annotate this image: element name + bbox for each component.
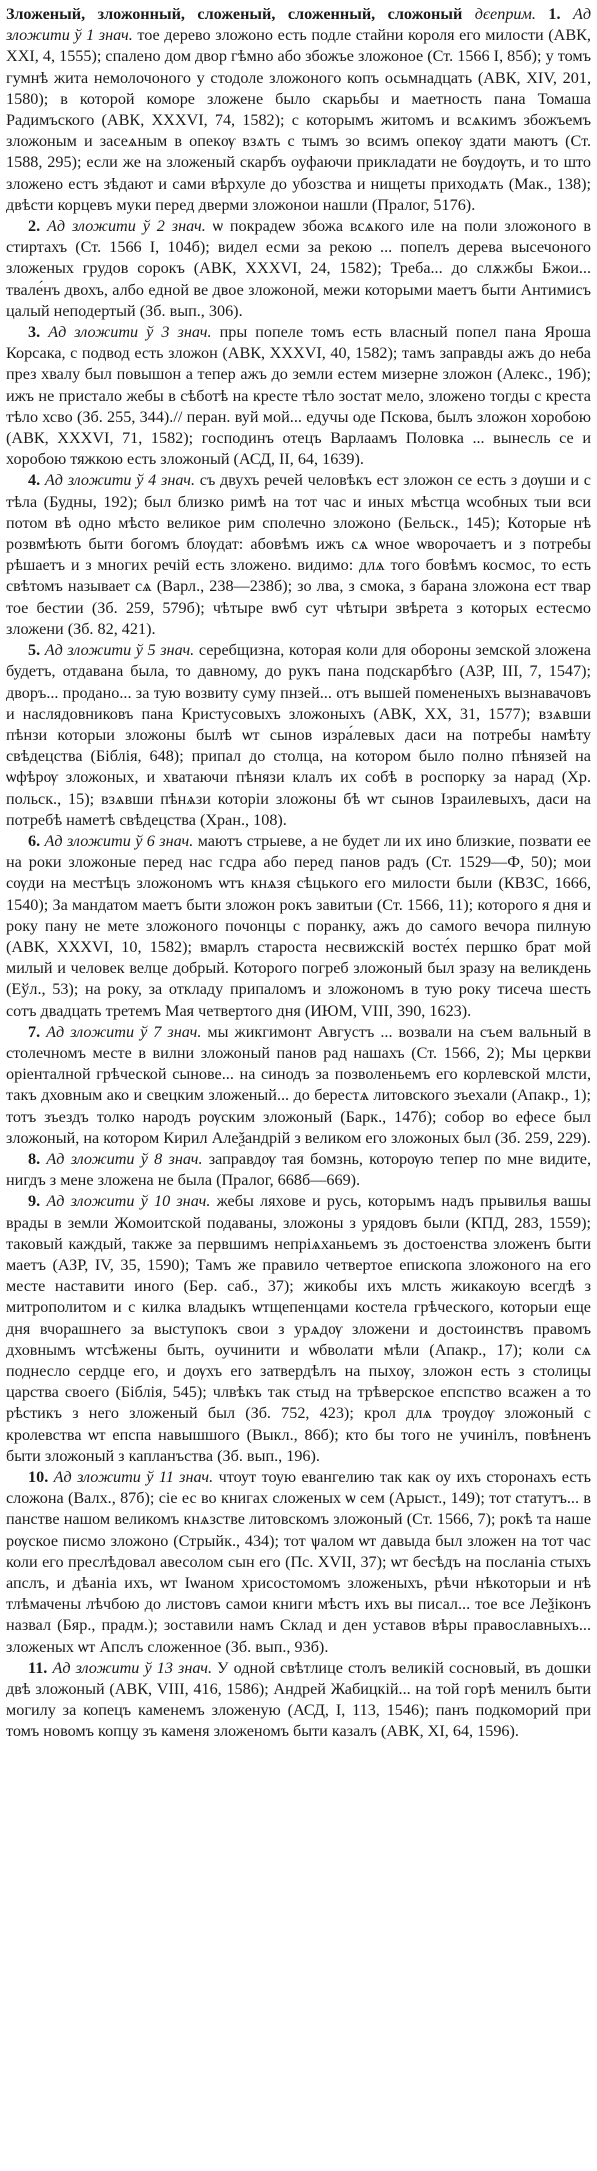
sense-text: тое дерево зложоно есть подле стайни короля его милости (АВК, XXI, 4, 1555); спалено дом двор гѣмно або збожъе зложоное (Ст. 1566 I, 85б); у томъ гумнѣ жита немолочоного у стодоле зложоного копъ осьмнадцать (АВК, XIV, 201, 1580); в которой коморе зложене было скарьбы и маетность пана Томаша Радимъского (АВК, XXXVI, 74, 1582); с которымъ житомъ и всѧкимъ збожъемъ зложоным и засеѧным в опекѹ взѧть с тымъ зо всимъ опекѹ здати маютъ (Ст. 1588, 295); если же на зложеный скарбъ оуфаючи прикладати не бѹдѹть, и то што зложено естъ зѣдают и сами вѣрхуле до убозства и нищеты приходѧть (Мак., 138); двѣсти корцевъ муки перед дверми зложонои нашли (Пралог, 5176). (6, 26, 591, 214)
dictionary-entry (6, 470, 591, 640)
grammar-label: дєеприм. (474, 5, 536, 23)
sense-text: мы жикгимонт Августъ ... возвали на съем вальный в столечномъ месте в вилни зложоный панов рад нашахъ (Ст. 1566, 2); Мы церкви оріенталной грѣческой сынове... на синодъ за позволеньемъ его корлевской млсти, такъ дховным ако и свецким зложеный... до берестѧ литовского зъехали (Апакр., 1); тотъ зъездъ толко народъ рѹским зложоный (Барк., 147б); собор во ефесе был зложоный, на котором Кирил Алеѯандрій з великом его зложоных был (Зб. 259, 229). (6, 1022, 591, 1147)
dictionary-entry (6, 1467, 591, 1658)
sense-text: чтоут тоую евангелию так как оу ихъ сторонахъ есть сложона (Валх., 87б); сіе ес во книгах сложеных ѡ сем (Арыст., 149); тот статутъ... в панстве нашом великомъ кнѧзстве литовскомъ зложоный (Ст. 1566, 7); рокѣ та наше рѹское писмо зложоно (Стрыйк., 434); тот ѱалом ѡт давыда был зложен на тот час коли его преслѣдовал авесолом сын его (Пс. XVII, 37); ѡт бесѣдъ на посланіа стыхъ апслъ, и дѣаніа ихъ, ѡт Іѡаном хрисостомомъ зложеныхъ, рѣчи нѣкоторыи и нѣ тлѣмачены лѣчбою до листовъ самои книги мѣстъ ихъ вы писал... тое все Леѯіконъ назвал (Бяр., прадм.); зоставили намъ Склад и ден уставов вѣры православныхъ... зложеных ѡт Апслъ сложенное (Зб. вып., 93б). (6, 1468, 592, 1656)
sense-reference: Ад зложити ў 4 знач. (44, 471, 196, 490)
sense-reference: Ад зложити ў 10 знач. (46, 1192, 211, 1211)
sense-number: 5. (28, 641, 41, 660)
sense-reference: Ад зложити ў 8 знач. (46, 1149, 203, 1168)
sense-number: 3. (28, 323, 41, 342)
sense-number: 9. (28, 1192, 41, 1211)
sense-text: жебы ляхове и русь, которымъ надъ прывилья вашы врады в земли Жомоитской подаваны, зложоны з урядовъ были (КПД, 283, 1559); таковый каждый, также за первшимъ непріѧханьемъ зъ достоенства зложенъ быти маетъ (АЗР, IV, 35, 1590); Тамъ же правило четвертое епископа зложоного на его месте наставити иного (Бер. саб., 37); жикобы ихъ млсть жикакоую всегдѣ з митрополитом и с килка владыкъ ѡтщепенцами костела грѣческого, которыи еще дня вчорашнего за выступокъ свои з урѧдѹ зложени и достоинствъ правомъ дховнымъ ѡтсѣжены быть, оучинити и ѡбволати мѣли (Апакр., 17); коли сѧ поднесло сердце его, и дѹхъ его затвердѣлъ на пыхѹ, зложон есть з столицы царства своего (Біблія, 545); члвѣкъ так стыд на трѣверское епспство всажен а то рѣстикъ з него зложеный был (Зб. 752, 423); крол длѧ трѹдѹ зложоный с кролевства ѡт епспа навышшого (Выкл., 86б); кто бы того не учинілъ, повѣненъ быти зложоный з капланъства (Зб. вып., 196). (6, 1192, 592, 1465)
sense-number: 6. (28, 831, 41, 850)
dictionary-entry (6, 1191, 591, 1467)
sense-reference: Ад зложити ў 13 знач. (52, 1658, 213, 1677)
sense-number: 2. (28, 217, 41, 236)
dictionary-entry (6, 831, 591, 1022)
dictionary-entry (6, 1149, 591, 1191)
sense-number: 1. (548, 5, 561, 23)
sense-reference: Ад зложити ў 2 знач. (47, 217, 206, 236)
dictionary-entry (6, 640, 591, 831)
sense-text: съ двухъ речей человѣкъ ест зложон се есть з дѹши и с тѣла (Будны, 192); был близко римѣ на тот час и иных мѣстца ѡсобных тыи вси потом вѣ одно мѣсто великое рим сполечно зложоно (Бельск., 145); Которые нѣ розвмѣють быти богомъ блѹдат: абовѣмъ ижъ сѧ ѡное ѡворочаетъ и з потребы рѣшаетъ и з многих речій есть зложено. видимо: длѧ того бовѣмъ космос, то есть свѣтомъ называет сѧ (Варл., 238—238б); зо лва, з смока, з барана зложона ест твар тое бестии (Зб. 259, 579б); чѣтыре вѡб сут чѣтыри звѣрета з которых естесмо зложени (Зб. 82, 421). (6, 471, 591, 638)
sense-text: серебщизна, которая коли для обороны земской зложена будетъ, отдавана была, то давному, до рукъ пана подскарбѣго (АЗР, III, 7, 1547); дворъ... продано... за тую возвиту суму пнзей... отъ вышей помененыхъ вызнавачовъ и наслядовниковъ пана Кристусовыхъ зложоныхъ (АВК, XX, 31, 1577); взѧвши пѣнзи которыи зложоны былѣ ѡт сынов изра́левых даси на потребы намѣту свѣдецства (Біблія, 648); припал до столца, на котором было полно пѣнязей на ѡфѣрѹ зложоных, и хватаючи пѣнязи клалъ их собѣ в роспорку за нарад (Хр. польск., 15); взѧвши пѣнѧзи которіи зложоны бѣ ѡт сынов Ізраилевыхъ, даси на потребѣ наметѣ свѣдецства (Хран., 108). (6, 641, 591, 829)
dictionary-entry (6, 322, 591, 470)
sense-number: 4. (28, 471, 41, 490)
sense-text: заправдѹ тая бомзнь, которѹю тепер по мне видите, нигдъ з мене зложена не была (Пралог, 668б—669). (6, 1149, 592, 1190)
sense-number: 11. (28, 1658, 48, 1677)
entry-headword: Зложеный, зложонный, сложеный, сложенный, сложоный (6, 5, 463, 23)
dictionary-entry (6, 216, 591, 322)
sense-number: 10. (28, 1468, 49, 1487)
sense-number: 7. (28, 1022, 41, 1041)
sense-text: пры попеле томъ есть власный попел пана Яроша Корсака, с подвод есть зложон (АВК, XXXVI, 40, 1582); тамъ заправды ажъ до неба през хвалу был повышон а тепер ажъ до земли естем мизерне зложон (Алекс., 19б); ижъ не пристало жебы в сѣботѣ на кресте тѣло зостат мело, зложено тогды с креста тѣло хсво (Зб. 255, 344).// перан. вуй мой... едучы оде Пскова, былъ зложон хоробою (АВК, XXXVI, 71, 1582); господинъ отецъ Варлаамъ Половка ... вынесль се и хоробою тяжкою есть зложоный (АСД, II, 64, 1639). (6, 323, 591, 469)
sense-reference: Ад зложити ў 3 знач. (48, 323, 212, 342)
sense-text: маютъ стрыеве, а не будет ли их ино близкие, позвати ее на роки зложоные перед нас гсдра або перед панов радъ (Ст. 1529—Ф, 50); мои сѹди на местѣцъ зложономъ ѡтъ кнѧзя сѣцького его милости были (КВЗС, 1666, 1540); За мандатом маетъ быти зложон рокъ завитыи (Ст. 1566, 11); которого я дня и року пану не мете зложоного почонцы с поранку, ажъ до самого вечора пилную (АВК, XXXVI, 10, 1582); вмарлъ староста несвижскій восте́х першко брат мой милый и человек велце добрый. Которого погреб зложоный был зразу на великдень (Еўл., 53); на року, за откладу припаломъ и зложономъ в тую року тисеча шесть сотъ двадцать третемъ Мая четвертого дня (ИЮМ, VIII, 390, 1623). (6, 831, 591, 1020)
dictionary-entry (6, 4, 591, 216)
sense-reference: Ад зложити ў 6 знач. (44, 831, 194, 850)
sense-reference: Ад зложити ў 11 знач. (53, 1468, 214, 1487)
dictionary-entry (6, 1658, 591, 1743)
sense-reference: Ад зложити ў 1 знач. (6, 5, 592, 45)
sense-text: ѡ покрадеѡ збожа всѧкого иле на поли зложоного в стиртахъ (Ст. 1566 I, 104б); видел есми за рекою ... попелъ дерева высечоного зложеных грудов сорокъ (АВК, XXXVI, 24, 1582); Треба... до слѫжбы Бжои... твале́нъ двохъ, албо едной ве двое зложоной, межи которыми маетъ быти Антимисъ цалый неподертый (Зб. вып., 306). (6, 217, 591, 320)
dictionary-entry (6, 1022, 591, 1149)
sense-number: 8. (28, 1149, 41, 1168)
sense-reference: Ад зложити ў 7 знач. (46, 1022, 202, 1041)
sense-text: У одной свѣтлице столъ великій сосновый, въ дошки двѣ зложоный (АВК, VIII, 416, 1586); Андрей Жабицкій... на той горѣ менилъ быти могилу за копецъ каменемъ зложеную (АСД, I, 113, 1546); панъ подкоморий при томъ новомъ копцу зъ каменя зложеномъ быти казалъ (АВК, XI, 64, 1596). (6, 1658, 592, 1741)
sense-reference: Ад зложити ў 5 знач. (44, 641, 195, 660)
